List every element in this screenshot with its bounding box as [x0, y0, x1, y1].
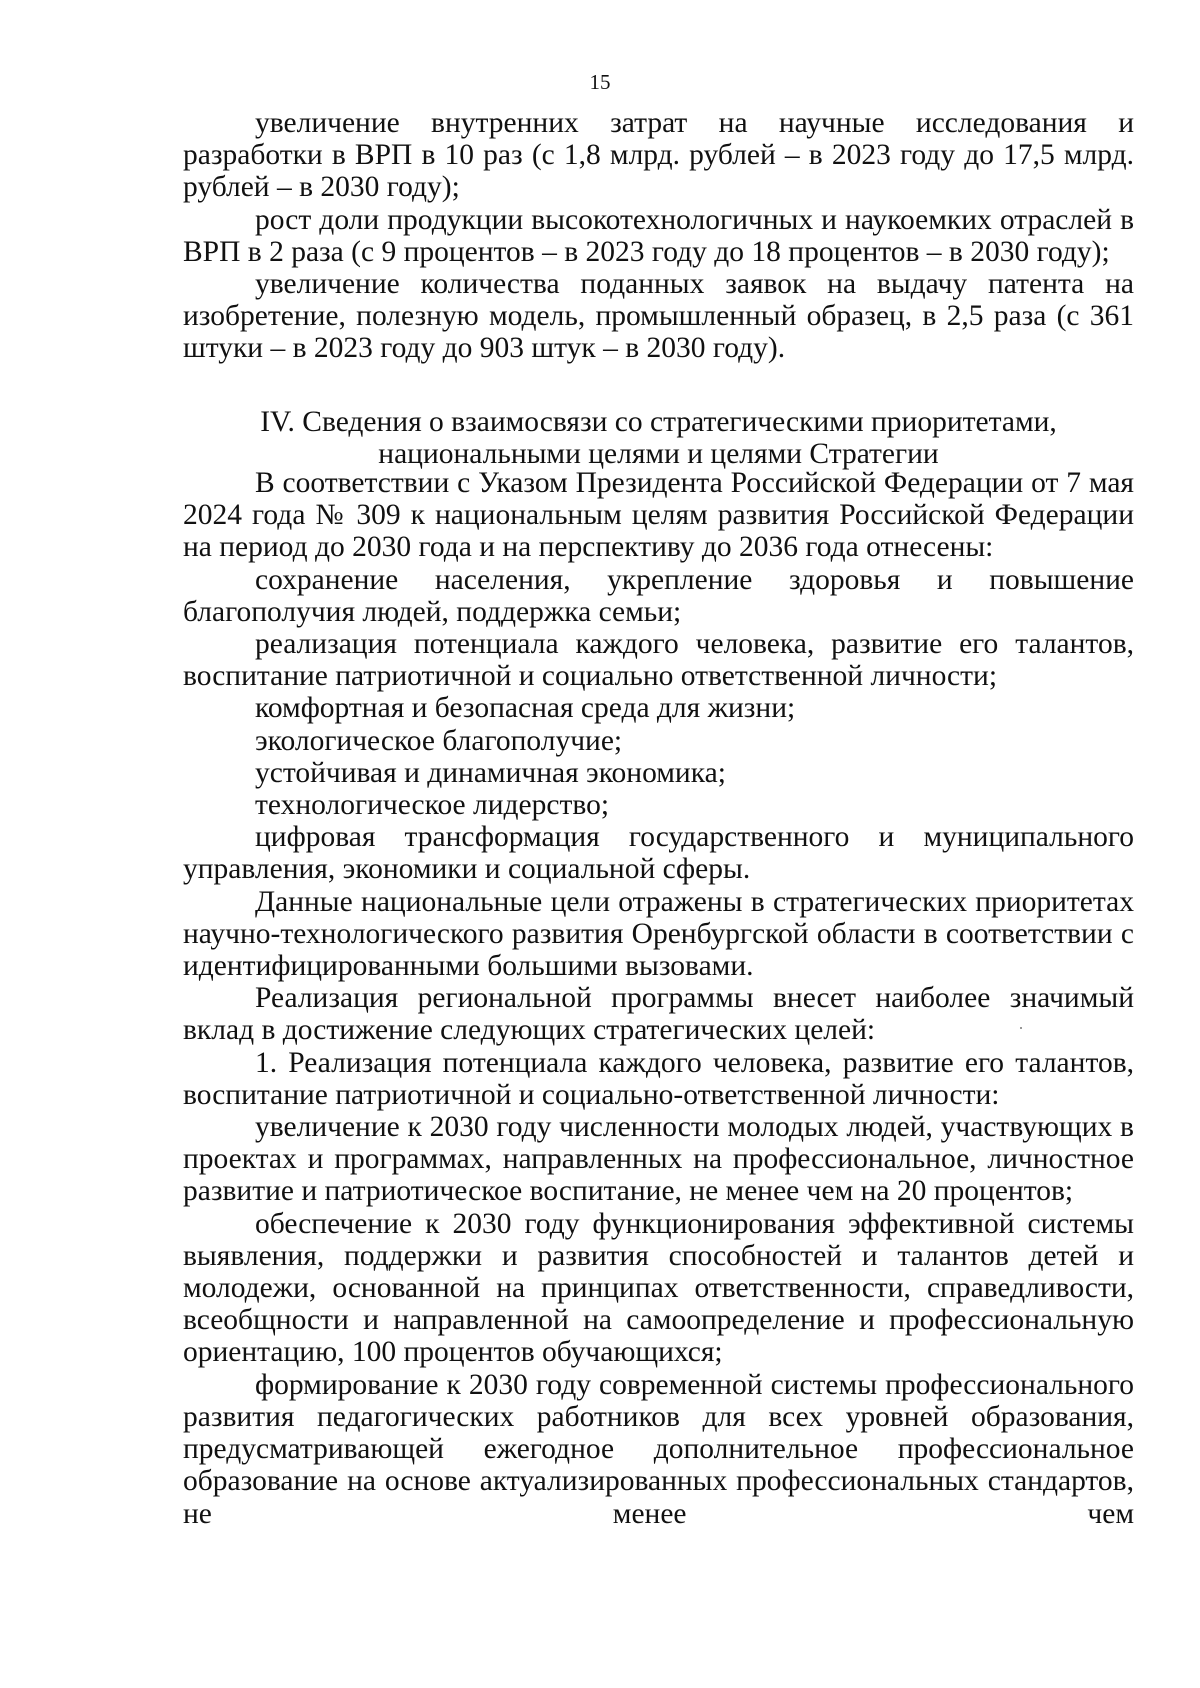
section-heading	[183, 406, 1134, 470]
paragraph-rd-costs: увеличение внутренних затрат на научные исследования и разработки в ВРП в 10 раз (с 1,8 млрд. рублей – в 2023 году до 17,5 млрд. рублей – в 2030 году);	[183, 107, 1134, 204]
goal-economy: устойчивая и динамичная экономика;	[255, 756, 726, 789]
paragraph-hightech-share: рост доли продукции высокотехнологичных и наукоемких отраслей в ВРП в 2 раза (с 9 процентов – в 2023 году до 18 процентов – в 2030 году);	[183, 203, 1134, 268]
paragraph-priorities: Данные национальные цели отражены в стратегических приоритетах научно-технологического развития Оренбургской области в соответствии с идентифицированными большими вызовами.	[183, 885, 1134, 983]
page-number: 15	[589, 70, 611, 94]
paragraph-youth: увеличение к 2030 году численности молодых людей, участвующих в проектах и программах, направленных на профессиональное, личностное развитие и патриотическое воспитание, не менее чем на 20 процентов;	[183, 1111, 1134, 1208]
scan-speck	[1020, 1027, 1022, 1029]
goal-environment: комфортная и безопасная среда для жизни;	[255, 692, 796, 725]
paragraph-program-contribution: Реализация региональной программы внесет наиболее значимый вклад в достижение следующих стратегических целей:	[183, 982, 1134, 1047]
goal-ecology: экологическое благополучие;	[255, 724, 623, 757]
paragraph-talents: обеспечение к 2030 году функционирования эффективной системы выявления, поддержки и развития способностей и талантов детей и молодежи, основанной на принципах ответственности, справедливости, всеобщности и направленной на самоопределение и профессиональную ориентацию, 100 процентов обучающихся;	[183, 1207, 1134, 1369]
paragraph-patent-applications: увеличение количества поданных заявок на выдачу патента на изобретение, полезную модель, промышленный образец, в 2,5 раза (с 361 штуки – в 2023 году до 903 штук – в 2030 году).	[183, 268, 1134, 365]
goal-digital: цифровая трансформация государственного и муниципального управления, экономики и социальной сферы.	[183, 821, 1134, 886]
paragraph-teachers: формирование к 2030 году современной системы профессионального развития педагогических работников для всех уровней образования, предусматривающей ежегодное дополнительное профессиональное образование на основе актуализированных профессиональных стандартов, не менее чем	[183, 1368, 1134, 1530]
body-paragraph-group	[183, 467, 1134, 1530]
goal-potential: реализация потенциала каждого человека, развитие его талантов, воспитание патриотичной и социально ответственной личности;	[183, 628, 1134, 693]
goal-population: сохранение населения, укрепление здоровья и повышение благополучия людей, поддержка семьи;	[183, 563, 1134, 628]
top-paragraph-group	[183, 107, 1134, 365]
section-heading-line-1: IV. Сведения о взаимосвязи со стратегическими приоритетами,	[260, 406, 1057, 438]
section-heading-line-2: национальными целями и целями Стратегии	[378, 438, 939, 470]
paragraph-goal-1: 1. Реализация потенциала каждого человека, развитие его талантов, воспитание патриотичной и социально-ответственной личности:	[183, 1046, 1134, 1111]
goal-tech-leadership: технологическое лидерство;	[255, 789, 610, 822]
paragraph-decree: В соответствии с Указом Президента Российской Федерации от 7 мая 2024 года № 309 к национальным целям развития Российской Федерации на период до 2030 года и на перспективу до 2036 года отнесены:	[183, 467, 1134, 564]
